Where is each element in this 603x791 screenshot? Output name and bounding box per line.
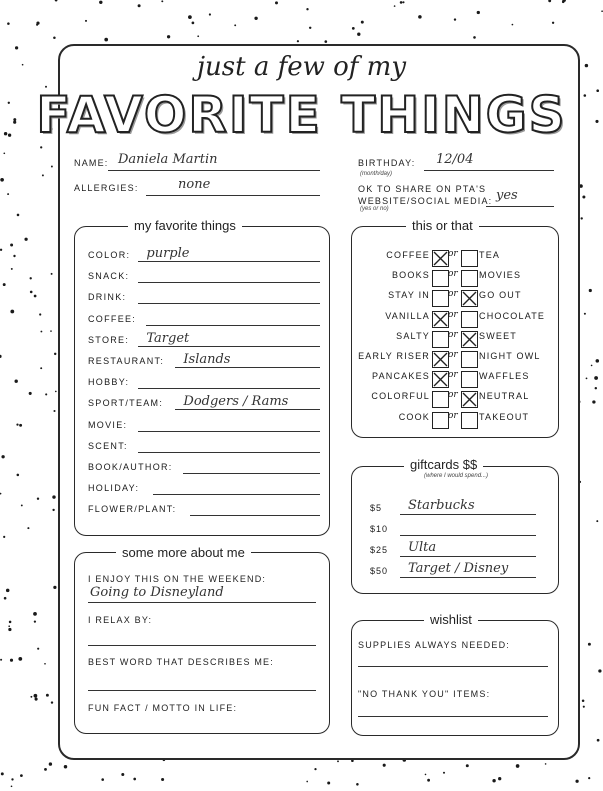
speckle-dot	[314, 768, 316, 770]
name-label: NAME:	[74, 158, 109, 168]
favorite-answer-field[interactable]	[138, 431, 320, 432]
this-or-that-row	[352, 387, 557, 407]
option-right-checkbox[interactable]	[461, 351, 478, 368]
option-right-label: GO OUT	[479, 290, 522, 301]
speckle-dot	[592, 400, 595, 403]
speckle-dot	[512, 24, 514, 26]
speckle-dot	[598, 669, 601, 672]
speckle-dot	[53, 36, 56, 39]
speckle-dot	[327, 782, 330, 785]
option-left-checkbox[interactable]	[432, 331, 449, 348]
weekend-answer-field[interactable]	[88, 602, 316, 603]
or-label: or	[448, 370, 458, 381]
allergies-label: ALLERGIES:	[74, 183, 139, 193]
allergies-field[interactable]	[146, 195, 320, 196]
checkmark-x-icon	[433, 312, 448, 327]
best-word-question: BEST WORD THAT DESCRIBES ME:	[88, 657, 274, 667]
speckle-dot	[402, 1, 404, 3]
speckle-dot	[52, 509, 54, 511]
favorite-row	[88, 498, 320, 516]
speckle-dot	[40, 146, 42, 148]
option-right-label: WAFFLES	[479, 371, 530, 382]
favorite-answer-field[interactable]	[190, 515, 320, 516]
main-title: FAVORITE THINGS	[36, 86, 567, 144]
favorite-label: FLOWER/PLANT:	[88, 504, 177, 515]
speckle-dot	[13, 255, 15, 257]
speckle-dot	[15, 380, 18, 383]
speckle-dot	[9, 621, 12, 624]
speckle-dot	[383, 764, 386, 767]
checkmark-x-icon	[433, 251, 448, 266]
option-left-checkbox[interactable]	[432, 391, 449, 408]
option-left-checkbox[interactable]	[432, 351, 449, 368]
favorite-row	[88, 308, 320, 326]
speckle-dot	[11, 268, 13, 270]
speckle-dot	[40, 331, 42, 333]
speckle-dot	[548, 0, 551, 2]
speckle-dot	[594, 376, 598, 380]
speckle-dot	[588, 643, 591, 646]
speckle-dot	[51, 701, 53, 703]
or-label: or	[448, 329, 458, 340]
speckle-dot	[454, 18, 456, 20]
this-or-that-row	[352, 307, 557, 327]
share-value: yes	[496, 188, 518, 203]
speckle-dot	[37, 497, 39, 499]
speckle-dot	[53, 586, 56, 589]
birthday-label: BIRTHDAY:	[358, 158, 416, 168]
option-left-checkbox[interactable]	[432, 412, 449, 429]
wishlist-title: wishlist	[424, 612, 478, 627]
no-thank-you-answer-field[interactable]	[358, 716, 548, 717]
speckle-dot	[44, 663, 46, 665]
speckle-dot	[275, 1, 278, 4]
speckle-dot	[10, 244, 13, 247]
favorite-row	[88, 329, 320, 347]
speckle-dot	[17, 474, 20, 477]
favorite-row	[88, 414, 320, 432]
birthday-value: 12/04	[436, 152, 474, 167]
speckle-dot	[306, 8, 308, 10]
giftcard-amount: $25	[370, 545, 389, 555]
speckle-dot	[309, 27, 311, 29]
relax-answer-field[interactable]	[88, 645, 316, 646]
option-left-checkbox[interactable]	[432, 270, 449, 287]
favorite-label: STORE:	[88, 334, 130, 345]
speckle-dot	[0, 178, 4, 182]
favorite-answer-field[interactable]	[138, 282, 320, 283]
speckle-dot	[27, 527, 29, 529]
speckle-dot	[586, 378, 588, 380]
speckle-dot	[167, 35, 170, 38]
speckle-dot	[42, 174, 44, 176]
speckle-dot	[133, 778, 136, 781]
speckle-dot	[477, 11, 480, 14]
speckle-dot	[356, 783, 359, 786]
speckle-dot	[498, 777, 501, 780]
favorite-value: Islands	[183, 352, 231, 367]
favorite-answer-field[interactable]	[175, 409, 320, 410]
giftcard-value: Target / Disney	[408, 561, 509, 576]
option-right-checkbox[interactable]	[461, 331, 478, 348]
giftcards-subtitle: (where I would spend...)	[424, 473, 489, 479]
favorite-label: DRINK:	[88, 292, 127, 303]
speckle-dot	[104, 38, 108, 42]
favorite-label: HOLIDAY:	[88, 483, 140, 494]
option-right-checkbox[interactable]	[461, 270, 478, 287]
speckle-dot	[45, 393, 47, 395]
favorite-label: MOVIE:	[88, 419, 128, 430]
option-left-label: PANCAKES	[372, 371, 430, 382]
speckle-dot	[55, 391, 57, 393]
favorite-label: COFFEE:	[88, 313, 137, 324]
speckle-dot	[234, 24, 236, 26]
speckle-dot	[34, 295, 37, 298]
speckle-dot	[30, 277, 32, 279]
speckle-dot	[11, 778, 13, 780]
favorite-label: BOOK/AUTHOR:	[88, 462, 173, 472]
supplies-answer-field[interactable]	[358, 666, 548, 667]
speckle-dot	[10, 310, 14, 314]
speckle-dot	[44, 768, 47, 771]
checkmark-x-icon	[433, 372, 448, 387]
speckle-dot	[4, 597, 7, 600]
option-right-checkbox[interactable]	[461, 412, 478, 429]
supplies-question: SUPPLIES ALWAYS NEEDED:	[358, 640, 510, 650]
speckle-dot	[1, 772, 4, 775]
option-left-label: STAY IN	[388, 290, 430, 301]
giftcard-row	[370, 516, 536, 536]
speckle-dot	[121, 773, 124, 776]
this-or-that-row	[352, 408, 557, 428]
speckle-dot	[427, 779, 430, 782]
speckle-dot	[0, 659, 2, 661]
this-or-that-row	[352, 266, 557, 286]
speckle-dot	[50, 330, 52, 332]
favorite-row	[88, 244, 320, 262]
speckle-dot	[55, 0, 58, 1]
favorite-answer-field[interactable]	[138, 388, 320, 389]
favorite-answer-field[interactable]	[138, 346, 320, 347]
share-label-2: WEBSITE/SOCIAL MEDIA:	[358, 196, 493, 206]
giftcard-answer-field[interactable]	[400, 535, 536, 536]
giftcard-row	[370, 495, 536, 515]
favorite-things-title: my favorite things	[128, 218, 242, 233]
speckle-dot	[34, 620, 36, 622]
this-or-that-row	[352, 347, 557, 367]
favorite-row	[88, 392, 320, 410]
option-right-label: TAKEOUT	[479, 411, 530, 422]
or-label: or	[448, 289, 458, 300]
favorite-answer-field[interactable]	[138, 452, 320, 453]
speckle-dot	[36, 22, 39, 25]
favorite-label: RESTAURANT:	[88, 356, 165, 366]
giftcard-row	[370, 537, 536, 557]
speckle-dot	[596, 359, 600, 363]
giftcard-value: Ulta	[408, 540, 437, 555]
speckle-dot	[516, 764, 520, 768]
option-right-label: CHOCOLATE	[479, 310, 546, 321]
speckle-dot	[582, 700, 585, 703]
favorite-row	[88, 286, 320, 304]
speckle-dot	[30, 696, 32, 698]
option-right-checkbox[interactable]	[461, 290, 478, 307]
speckle-dot	[21, 504, 23, 506]
option-left-label: COLORFUL	[371, 391, 430, 402]
option-left-label: BOOKS	[391, 270, 430, 281]
speckle-dot	[64, 765, 67, 768]
about-me-title: some more about me	[116, 545, 251, 560]
speckle-dot	[582, 195, 585, 198]
speckle-dot	[588, 777, 590, 779]
speckle-dot	[19, 424, 22, 427]
favorite-label: SCENT:	[88, 440, 128, 451]
option-left-label: COOK	[398, 411, 430, 422]
speckle-dot	[37, 648, 39, 650]
speckle-dot	[584, 313, 586, 315]
favorite-label: HOBBY:	[88, 377, 130, 388]
speckle-dot	[352, 27, 355, 30]
speckle-dot	[99, 1, 102, 4]
speckle-dot	[443, 772, 445, 774]
speckle-dot	[8, 628, 11, 631]
speckle-dot	[552, 22, 554, 24]
speckle-dot	[17, 214, 20, 217]
speckle-dot	[24, 238, 27, 241]
option-left-label: COFFEE	[386, 250, 430, 260]
speckle-dot	[192, 22, 195, 25]
this-or-that-row	[352, 367, 557, 387]
or-label: or	[448, 249, 458, 259]
speckle-dot	[52, 495, 55, 498]
speckle-dot	[161, 0, 163, 2]
speckle-dot	[597, 739, 600, 742]
giftcard-value: Starbucks	[408, 498, 475, 513]
checkmark-x-icon	[462, 332, 477, 347]
favorite-label: SPORT/TEAM:	[88, 398, 164, 409]
or-label: or	[448, 309, 458, 320]
best-word-answer-field[interactable]	[88, 690, 316, 691]
option-left-label: VANILLA	[385, 310, 430, 321]
speckle-dot	[581, 217, 583, 219]
speckle-dot	[15, 46, 18, 49]
speckle-dot	[49, 762, 52, 765]
speckle-dot	[33, 612, 37, 616]
speckle-dot	[11, 785, 13, 787]
speckle-dot	[0, 493, 1, 495]
favorite-row	[88, 435, 320, 453]
giftcard-answer-field[interactable]	[400, 556, 536, 557]
weekend-answer: Going to Disneyland	[90, 585, 224, 600]
speckle-dot	[197, 35, 199, 37]
giftcard-answer-field[interactable]	[400, 577, 536, 578]
favorite-answer-field[interactable]	[175, 367, 320, 368]
favorite-row	[88, 371, 320, 389]
option-right-checkbox[interactable]	[461, 371, 478, 388]
giftcard-amount: $50	[370, 566, 389, 576]
speckle-dot	[473, 36, 476, 39]
allergies-value: none	[178, 177, 211, 192]
speckle-dot	[54, 353, 56, 355]
speckle-dot	[394, 5, 396, 7]
relax-question: I RELAX BY:	[88, 615, 153, 625]
option-right-label: SWEET	[479, 330, 518, 341]
speckle-dot	[583, 706, 585, 708]
option-right-checkbox[interactable]	[461, 391, 478, 408]
speckle-dot	[18, 657, 22, 661]
speckle-dot	[591, 365, 593, 367]
speckle-dot	[20, 774, 23, 777]
speckle-dot	[0, 355, 2, 358]
option-right-checkbox[interactable]	[461, 311, 478, 328]
speckle-dot	[85, 20, 87, 22]
speckle-dot	[29, 392, 32, 395]
speckle-dot	[40, 367, 42, 369]
speckle-dot	[188, 15, 192, 19]
option-left-checkbox[interactable]	[432, 250, 449, 267]
speckle-dot	[357, 33, 360, 36]
birthday-hint: (month/day)	[360, 171, 393, 177]
speckle-dot	[34, 694, 38, 698]
option-left-checkbox[interactable]	[432, 311, 449, 328]
favorite-value: Target	[146, 330, 190, 346]
name-value: Daniela Martin	[118, 152, 218, 167]
share-hint: (yes or no)	[360, 206, 389, 212]
speckle-dot	[306, 781, 308, 783]
checkmark-x-icon	[462, 392, 477, 407]
favorite-answer-field[interactable]	[183, 473, 320, 474]
option-right-label: TEA	[479, 250, 501, 260]
favorite-row	[88, 456, 320, 474]
speckle-dot	[400, 1, 403, 4]
giftcard-amount: $10	[370, 524, 389, 534]
speckle-dot	[51, 166, 53, 168]
speckle-dot	[575, 780, 578, 783]
share-label-1: OK TO SHARE ON PTA'S	[358, 184, 487, 194]
speckle-dot	[3, 283, 6, 286]
speckle-dot	[492, 779, 495, 782]
favorite-answer-field[interactable]	[138, 303, 320, 304]
favorite-answer-field[interactable]	[146, 325, 320, 326]
speckle-dot	[138, 4, 141, 7]
option-left-label: EARLY RISER	[358, 351, 430, 361]
this-or-that-title: this or that	[406, 218, 479, 233]
option-right-label: MOVIES	[479, 270, 522, 281]
this-or-that-row	[352, 246, 557, 266]
speckle-dot	[101, 778, 104, 781]
option-right-label: NIGHT OWL	[479, 351, 541, 361]
no-thank-you-question: "NO THANK YOU" ITEMS:	[358, 689, 491, 699]
checkmark-x-icon	[462, 291, 477, 306]
speckle-dot	[466, 764, 469, 767]
name-field[interactable]	[108, 170, 320, 171]
speckle-dot	[254, 17, 257, 20]
speckle-dot	[361, 21, 364, 24]
or-label: or	[448, 350, 458, 360]
weekend-question: I ENJOY THIS ON THE WEEKEND:	[88, 574, 267, 584]
speckle-dot	[51, 273, 53, 275]
favorite-value: Dodgers / Rams	[183, 394, 289, 410]
speckle-dot	[596, 520, 598, 522]
speckle-dot	[0, 249, 2, 251]
or-label: or	[448, 269, 458, 280]
script-title: just a few of my	[196, 52, 407, 82]
favorite-label: COLOR:	[88, 250, 131, 260]
speckle-dot	[7, 193, 9, 195]
share-field[interactable]	[486, 206, 554, 207]
option-left-checkbox[interactable]	[432, 371, 449, 388]
favorite-label: SNACK:	[88, 271, 130, 282]
option-right-label: NEUTRAL	[479, 391, 530, 402]
speckle-dot	[297, 40, 299, 42]
option-left-checkbox[interactable]	[432, 290, 449, 307]
speckle-dot	[337, 760, 339, 762]
speckle-dot	[39, 313, 41, 315]
speckle-dot	[595, 387, 597, 389]
or-label: or	[448, 410, 458, 421]
speckle-dot	[7, 22, 10, 25]
favorite-answer-field[interactable]	[153, 494, 320, 495]
birthday-field[interactable]	[424, 170, 554, 171]
speckle-dot	[3, 536, 5, 538]
speckle-dot	[35, 698, 38, 701]
speckle-dot	[545, 763, 547, 765]
wishlist-box	[351, 620, 559, 736]
favorite-row	[88, 477, 320, 495]
speckle-dot	[209, 13, 211, 15]
speckle-dot	[16, 423, 18, 425]
this-or-that-row	[352, 286, 557, 306]
speckle-dot	[10, 659, 13, 662]
speckle-dot	[53, 410, 55, 412]
favorite-answer-field[interactable]	[138, 261, 320, 262]
checkmark-x-icon	[433, 352, 448, 367]
speckle-dot	[6, 589, 10, 593]
giftcard-answer-field[interactable]	[400, 514, 536, 515]
motto-question: FUN FACT / MOTTO IN LIFE:	[88, 703, 238, 713]
speckle-dot	[8, 625, 10, 627]
this-or-that-row	[352, 327, 557, 347]
speckle-dot	[1, 455, 4, 458]
option-right-checkbox[interactable]	[461, 250, 478, 267]
giftcard-row	[370, 558, 536, 578]
favorite-row	[88, 350, 320, 368]
speckle-dot	[418, 15, 422, 19]
giftcard-amount: $5	[370, 503, 383, 513]
speckle-dot	[30, 291, 33, 294]
speckle-dot	[3, 152, 5, 154]
favorite-value: purple	[146, 246, 190, 261]
favorite-row	[88, 265, 320, 283]
speckle-dot	[324, 40, 327, 43]
speckle-dot	[46, 694, 49, 697]
speckle-dot	[161, 778, 164, 781]
or-label: or	[448, 390, 458, 401]
giftcards-title: giftcards $$	[404, 457, 483, 472]
option-left-label: SALTY	[396, 330, 430, 341]
speckle-dot	[589, 289, 592, 292]
speckle-dot	[425, 774, 427, 776]
